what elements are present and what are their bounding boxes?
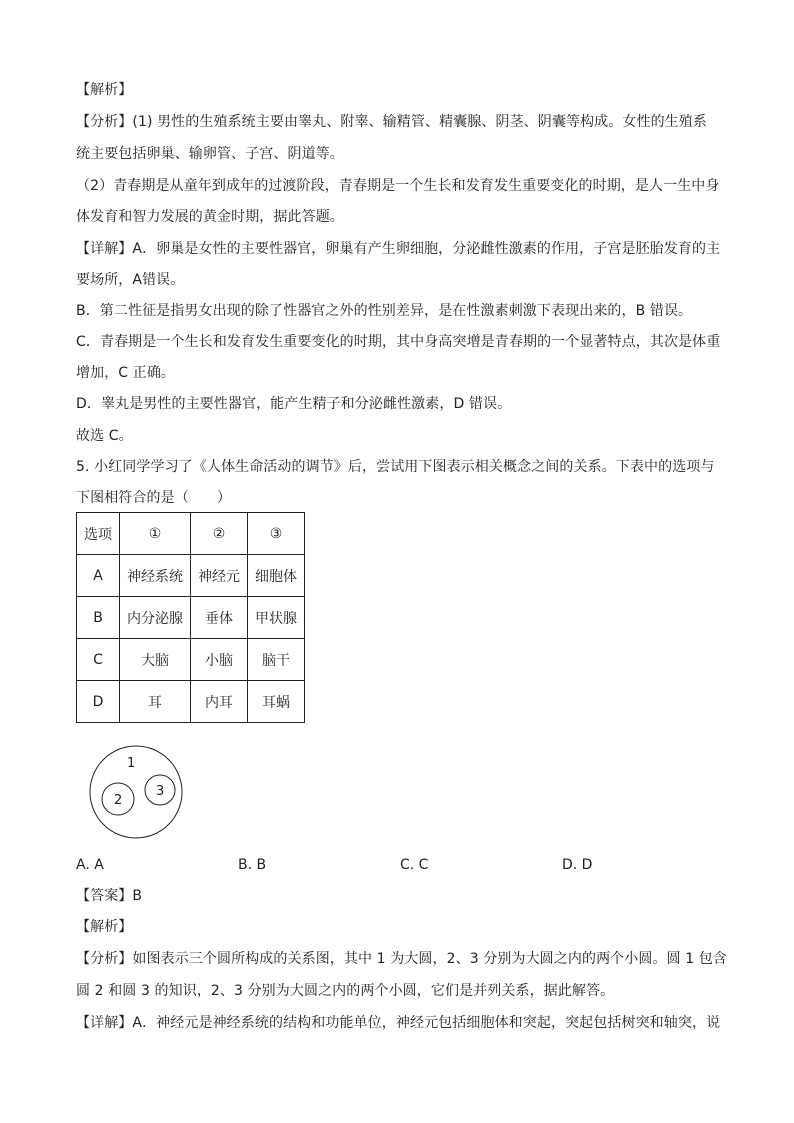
table-row: [77, 597, 305, 639]
table-cell: 小脑: [191, 639, 248, 681]
table-row: [77, 639, 305, 681]
table-cell: 大脑: [120, 639, 191, 681]
table-cell: 神经元: [191, 555, 248, 597]
choice-a: A. A: [76, 857, 104, 873]
table-cell: 内分泌腺: [120, 597, 191, 639]
circle-label-2: 2: [114, 793, 123, 808]
table-cell: 耳蜗: [248, 681, 305, 723]
choice-b: B. B: [238, 857, 267, 873]
detail-c2: 增加，C 正确。: [76, 365, 176, 381]
table-cell: 脑干: [248, 639, 305, 681]
choice-c: C. C: [400, 857, 429, 873]
options-table: [76, 512, 305, 723]
detail-a2: 要场所，A错误。: [76, 272, 185, 288]
table-cell: B: [77, 597, 120, 639]
table-header-cell: ③: [248, 513, 305, 555]
analysis-label-q5: 【解析】: [76, 919, 133, 935]
table-cell: 细胞体: [248, 555, 305, 597]
analysis-text-1: 【分析】(1) 男性的生殖系统主要由睾丸、附睾、输精管、精囊腺、阴茎、阴囊等构成。女性的生殖系: [76, 114, 707, 130]
detail-d: D．睾丸是男性的主要性器官，能产生精子和分泌雌性激素，D 错误。: [76, 396, 512, 412]
table-cell: D: [77, 681, 120, 723]
q5-analysis-1: 【分析】如图表示三个圆所构成的关系图，其中 1 为大圆，2、3 分别为大圆之内的两个小圆。圆 1 包含: [76, 951, 727, 967]
table-cell: 垂体: [191, 597, 248, 639]
table-row: [77, 681, 305, 723]
table-cell: 神经系统: [120, 555, 191, 597]
circle-label-3: 3: [156, 784, 165, 799]
table-cell: 耳: [120, 681, 191, 723]
table-cell: C: [77, 639, 120, 681]
question-5-stem-2: 下图相符合的是（ ）: [76, 490, 232, 506]
concept-circle-diagram: [86, 744, 196, 844]
q5-detail-a: 【详解】A．神经元是神经系统的结构和功能单位，神经元包括细胞体和突起，突起包括树突和轴突，说: [76, 1015, 721, 1031]
detail-b: B．第二性征是指男女出现的除了性器官之外的性别差异，是在性激素刺激下表现出来的，B 错误。: [76, 303, 693, 319]
analysis-text-1b: 统主要包括卵巢、输卵管、子宫、阴道等。: [76, 146, 344, 162]
circle-label-1: 1: [127, 756, 136, 771]
question-5-stem-1: 5. 小红同学学习了《人体生命活动的调节》后，尝试用下图表示相关概念之间的关系。下表中的选项与: [76, 459, 715, 475]
table-cell: 甲状腺: [248, 597, 305, 639]
table-header-row: [77, 513, 305, 555]
choice-d: D. D: [562, 857, 593, 873]
table-row: [77, 555, 305, 597]
answer-line: 【答案】B: [76, 888, 143, 904]
table-header-cell: ①: [120, 513, 191, 555]
analysis-text-2b: 体发育和智力发展的黄金时期，据此答题。: [76, 209, 344, 225]
table-header-cell: ②: [191, 513, 248, 555]
analysis-text-2: （2）青春期是从童年到成年的过渡阶段，青春期是一个生长和发育发生重要变化的时期，是人一生中身: [76, 178, 720, 194]
detail-c: C．青春期是一个生长和发育发生重要变化的时期，其中身高突增是青春期的一个显著特点，其次是体重: [76, 334, 721, 350]
detail-a: 【详解】A．卵巢是女性的主要性器官，卵巢有产生卵细胞，分泌雌性激素的作用，子宫是胚胎发育的主: [76, 241, 721, 257]
table-cell: 内耳: [191, 681, 248, 723]
conclusion: 故选 C。: [76, 428, 133, 444]
table-header-cell: 选项: [77, 513, 120, 555]
q5-analysis-2: 圆 2 和圆 3 的知识，2、3 分别为大圆之内的两个小圆，它们是并列关系，据此解答。: [76, 983, 615, 999]
table-cell: A: [77, 555, 120, 597]
analysis-label: 【解析】: [76, 82, 133, 98]
